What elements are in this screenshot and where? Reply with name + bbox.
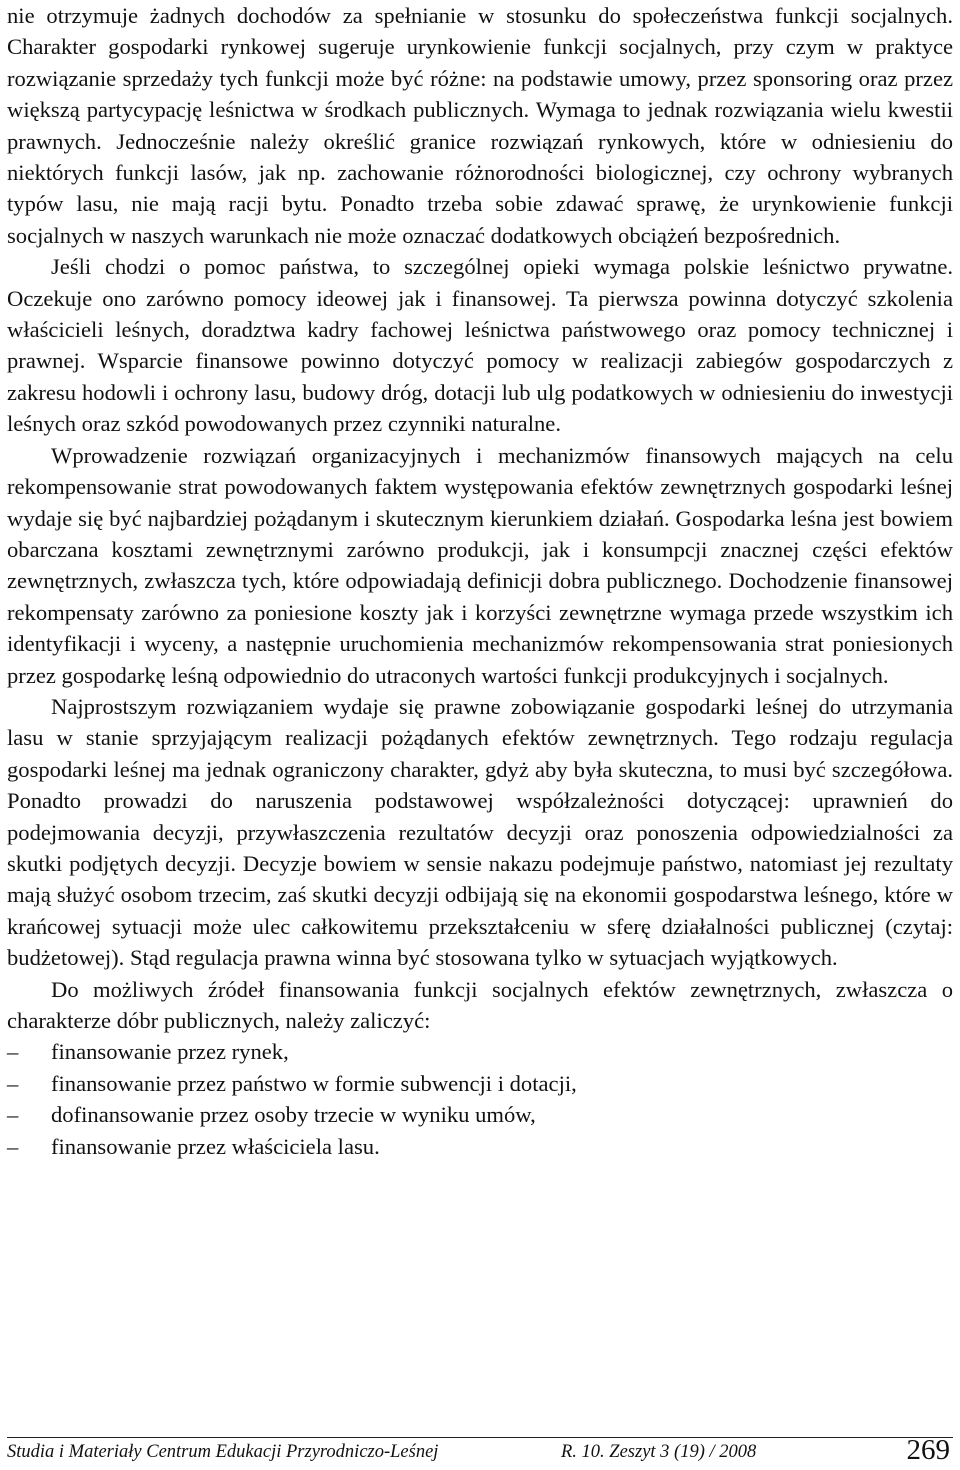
page-body <box>7 0 953 1162</box>
list-dash: – <box>7 1102 19 1128</box>
journal-title: Studia i Materiały Centrum Edukacji Przyrodniczo-Leśnej <box>7 1442 439 1462</box>
paragraph-3: Wprowadzenie rozwiązań organizacyjnych i mechanizmów finansowych mających na celu rekompensowanie strat powodowanych faktem występowania efektów zewnętrznych gospodarki leśnej wydaje się być najbardziej pożądanym i skutecznym kierunkiem działań. Gospodarka leśna jest bowiem obarczana kosztami zewnętrznymi zarówno produkcji, jak i konsumpcji znacznej części efektów zewnętrznych, zwłaszcza tych, które odpowiadają definicji dobra publicznego. Dochodzenie finansowej rekompensaty zarówno za poniesione koszty jak i korzyści zewnętrzne wymaga przede wszystkim ich identyfikacji i wyceny, a następnie uruchomienia mechanizmów rekompensowania strat poniesionych przez gospodarkę leśną odpowiednio do utraconych wartości funkcji produkcyjnych i socjalnych. <box>7 442 953 688</box>
issue-info: R. 10. Zeszyt 3 (19) / 2008 <box>561 1442 757 1462</box>
list-dash: – <box>7 1039 19 1065</box>
list-dash: – <box>7 1133 19 1159</box>
paragraph-4: Najprostszym rozwiązaniem wydaje się prawne zobowiązanie gospodarki leśnej do utrzymania lasu w stanie sprzyjającym realizacji pożądanych efektów zewnętrznych. Tego rodzaju regulacja gospodarki leśnej ma jednak ograniczony charakter, gdyż aby była skuteczna, to musi być szczegółowa. Ponadto prowadzi do naruszenia podstawowej współzależności dotyczącej: uprawnień do podejmowania decyzji, przywłaszczenia rezultatów decyzji oraz ponoszenia odpowiedzialności za skutki podjętych decyzji. Decyzje bowiem w sensie nakazu podejmuje państwo, natomiast jej rezultaty mają służyć osobom trzecim, zaś skutki decyzji odbijają się na ekonomii gospodarstwa leśnego, które w krańcowej sytuacji może ulec całkowitemu przekształceniu w sferę działalności publicznej (czytaj: budżetowej). Stąd regulacja prawna winna być stosowana tylko w sytuacjach wyjątkowych. <box>7 693 953 971</box>
list-item <box>7 1068 953 1099</box>
list-item-text: finansowanie przez rynek, <box>51 1039 289 1065</box>
paragraph-2: Jeśli chodzi o pomoc państwa, to szczególnej opieki wymaga polskie leśnictwo prywatne. Oczekuje ono zarówno pomocy ideowej jak i finansowej. Ta pierwsza powinna dotyczyć szkolenia właścicieli leśnych, doradztwa kadry fachowej leśnictwa państwowego oraz pomocy technicznej i prawnej. Wsparcie finansowe powinno dotyczyć pomocy w realizacji zabiegów gospodarczych z zakresu hodowli i ochrony lasu, budowy dróg, dotacji lub ulg podatkowych w odniesieniu do inwestycji leśnych oraz szkód powodowanych przez czynniki naturalne. <box>7 254 953 437</box>
paragraph-5: Do możliwych źródeł finansowania funkcji socjalnych efektów zewnętrznych, zwłaszcza o charakterze dóbr publicznych, należy zaliczyć: <box>7 976 953 1033</box>
list-item-text: finansowanie przez państwo w formie subwencji i dotacji, <box>51 1070 577 1096</box>
list-item-text: dofinansowanie przez osoby trzecie w wyniku umów, <box>51 1102 536 1128</box>
list-item-text: finansowanie przez właściciela lasu. <box>51 1133 380 1159</box>
paragraph-1: nie otrzymuje żadnych dochodów za spełnianie w stosunku do społeczeństwa funkcji socjalnych. Charakter gospodarki rynkowej sugeruje urynkowienie funkcji socjalnych, przy czym w praktyce rozwiązanie sprzedaży tych funkcji może być różne: na podstawie umowy, przez sponsoring oraz przez większą partycypację leśnictwa w środkach publicznych. Wymaga to jednak rozwiązania wielu kwestii prawnych. Jednocześnie należy określić granice rozwiązań rynkowych, które w odniesieniu do niektórych funkcji lasów, jak np. zachowanie różnorodności biologicznej, czy ochrony wybranych typów lasu, nie mają racji bytu. Ponadto trzeba sobie zdawać sprawę, że urynkowienie funkcji socjalnych w naszych warunkach nie może oznaczać dodatkowych obciążeń bezpośrednich. <box>7 3 953 248</box>
list-item <box>7 1131 953 1162</box>
page-number: 269 <box>906 1434 950 1466</box>
list-item <box>7 1099 953 1130</box>
page-footer <box>7 1434 953 1468</box>
list-item <box>7 1036 953 1067</box>
funding-sources-list <box>7 1036 953 1162</box>
footer-divider <box>7 1437 953 1438</box>
list-dash: – <box>7 1070 19 1096</box>
